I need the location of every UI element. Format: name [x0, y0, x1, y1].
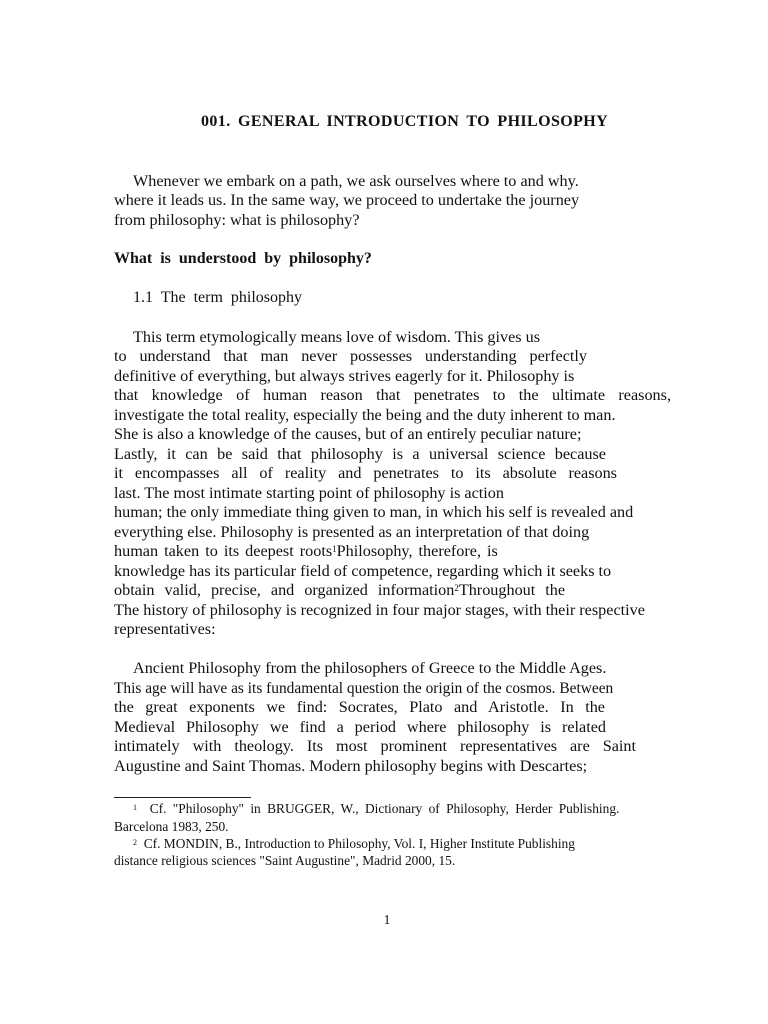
intro-line: Whenever we embark on a path, we ask ourselves where to and why.	[133, 172, 579, 190]
footnote-separator	[114, 797, 251, 798]
body-line	[114, 581, 565, 600]
body-line: to understand that man never possesses understanding perfectly	[114, 347, 587, 365]
body-line: She is also a knowledge of the causes, but of an entirely peculiar nature;	[114, 425, 582, 443]
footnote-text: Cf. MONDIN, B., Introduction to Philosophy, Vol. I, Higher Institute Publishing	[143, 836, 575, 851]
intro-line: where it leads us. In the same way, we proceed to undertake the journey	[114, 191, 580, 209]
footnote	[133, 800, 619, 817]
body-line: investigate the total reality, especially the being and the duty inherent to man.	[114, 406, 616, 424]
body-text: Philosophy, therefore, is	[336, 542, 498, 560]
body-line: knowledge has its particular field of competence, regarding which it seeks to	[114, 562, 612, 580]
body-line: Lastly, it can be said that philosophy is a universal science because	[114, 445, 606, 463]
body-line: This age will have as its fundamental question the origin of the cosmos. Between	[114, 680, 614, 697]
footnote-mark: 1	[133, 803, 137, 812]
body-line: Ancient Philosophy from the philosophers of Greece to the Middle Ages.	[133, 659, 607, 677]
body-line	[114, 542, 498, 561]
body-text: human taken to its deepest roots	[114, 542, 333, 560]
body-line: intimately with theology. Its most prominent representatives are Saint	[114, 737, 636, 755]
body-line: the great exponents we find: Socrates, Plato and Aristotle. In the	[114, 698, 605, 716]
footnote-mark: 2	[133, 838, 137, 847]
footnote-continuation: Barcelona 1983, 250.	[114, 819, 229, 834]
subsection-heading: 1.1 The term philosophy	[133, 289, 303, 306]
footnote-reference: 2	[454, 583, 459, 593]
body-line: Medieval Philosophy we find a period where philosophy is related	[114, 718, 606, 736]
body-line: it encompasses all of reality and penetrates to its absolute reasons	[114, 464, 617, 482]
footnote-text: Cf. "Philosophy" in BRUGGER, W., Dictionary of Philosophy, Herder Publishing.	[149, 801, 620, 816]
intro-line: from philosophy: what is philosophy?	[114, 211, 360, 229]
body-line: human; the only immediate thing given to man, in which his self is revealed and	[114, 503, 634, 521]
page-number: 1	[383, 912, 391, 927]
body-line: last. The most intimate starting point of philosophy is action	[114, 484, 504, 502]
body-line: The history of philosophy is recognized in four major stages, with their respective	[114, 601, 645, 619]
body-line: representatives:	[114, 620, 216, 638]
body-line: everything else. Philosophy is presented as an interpretation of that doing	[114, 523, 590, 541]
body-line: that knowledge of human reason that penetrates to the ultimate reasons,	[114, 386, 671, 404]
footnote	[133, 835, 575, 852]
section-heading: What is understood by philosophy?	[114, 250, 372, 267]
page-title: 001. GENERAL INTRODUCTION TO PHILOSOPHY	[201, 113, 609, 130]
body-line: Augustine and Saint Thomas. Modern philosophy begins with Descartes;	[114, 757, 588, 775]
footnote-continuation: distance religious sciences "Saint Augustine", Madrid 2000, 15.	[114, 853, 456, 868]
footnote-reference: 1	[332, 544, 337, 554]
body-text: Throughout the	[458, 581, 566, 599]
body-line: definitive of everything, but always strives eagerly for it. Philosophy is	[114, 367, 575, 385]
body-text: obtain valid, precise, and organized information	[114, 581, 455, 599]
body-line: This term etymologically means love of wisdom. This gives us	[133, 328, 541, 346]
